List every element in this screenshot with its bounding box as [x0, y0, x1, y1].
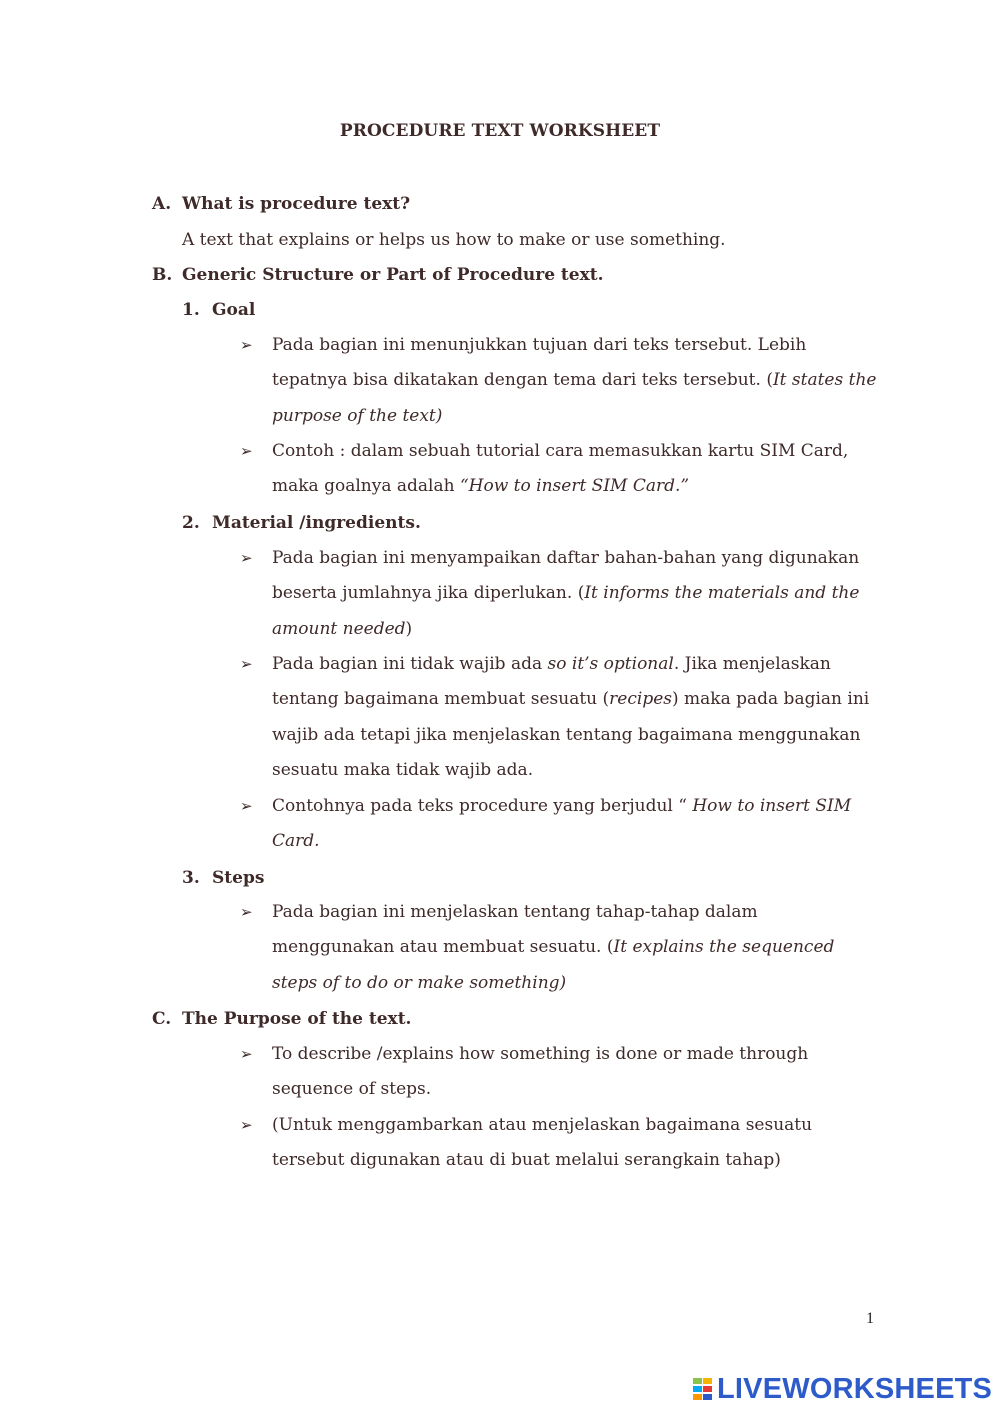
bullet-text: [272, 328, 880, 434]
arrow-bullet-icon: ➢: [240, 1045, 253, 1063]
section-c-title: The Purpose of the text.: [182, 1009, 412, 1029]
logo-blocks-icon: [693, 1378, 713, 1400]
page-number: 1: [866, 1310, 874, 1327]
arrow-bullet-icon: ➢: [240, 442, 253, 460]
purpose-bullet-1: [240, 1037, 880, 1108]
bullet-text-italic: It informs the materials and the amount needed: [272, 583, 860, 639]
arrow-bullet-icon: ➢: [240, 655, 253, 673]
bullet-text: [272, 895, 880, 1001]
bullet-text: (Untuk menggambarkan atau menjelaskan bagaimana sesuatu tersebut digunakan atau di buat melalui serangkain tahap): [272, 1115, 813, 1171]
arrow-bullet-icon: ➢: [240, 903, 253, 921]
section-a-letter: A.: [152, 194, 172, 214]
section-b-title: Generic Structure or Part of Procedure text.: [182, 265, 604, 285]
section-b-heading: [152, 263, 604, 287]
material-bullet-2: [240, 647, 880, 789]
section-a-body: A text that explains or helps us how to make or use something.: [182, 230, 726, 250]
arrow-bullet-icon: ➢: [240, 797, 253, 815]
bullet-text-plain: Pada bagian ini tidak wajib ada: [272, 654, 548, 674]
section-c-heading: [152, 1007, 411, 1031]
material-title: Material /ingredients.: [212, 513, 421, 533]
bullet-text: [272, 434, 880, 505]
arrow-bullet-icon: ➢: [240, 336, 253, 354]
bullet-text-italic: How to insert SIM Card.: [272, 796, 852, 852]
material-bullet-3: [240, 789, 880, 860]
bullet-text: To describe /explains how something is done or made through sequence of steps.: [272, 1044, 809, 1100]
bullet-text: [272, 541, 880, 647]
steps-bullet-1: [240, 895, 880, 1001]
bullet-text-plain: . Jika menjelaskan tentang bagaimana membuat sesuatu (: [272, 654, 831, 710]
bullet-text-italic: so it’s optional: [547, 654, 674, 674]
purpose-bullet-2: [240, 1108, 880, 1179]
bullet-text-plain: Pada bagian ini menjelaskan tentang tahap-tahap dalam menggunakan atau membuat sesuatu. (: [272, 902, 758, 958]
bullet-text-italic: It states the purpose of the text): [272, 370, 877, 426]
steps-number: 3.: [182, 868, 200, 888]
bullet-text-plain: ): [405, 618, 413, 639]
goal-title: Goal: [212, 300, 256, 320]
bullet-text-italic: recipes: [609, 689, 672, 710]
liveworksheets-logo: [693, 1374, 993, 1404]
bullet-text-plain: Pada bagian ini menunjukkan tujuan dari teks tersebut. Lebih tepatnya bisa dikatakan dengan tema dari teks tersebut. (: [272, 335, 807, 391]
bullet-text-plain: Pada bagian ini menyampaikan daftar bahan-bahan yang digunakan beserta jumlahnya jika diperlukan. (: [272, 548, 860, 604]
logo-text: LIVEWORKSHEETS: [717, 1373, 993, 1405]
goal-number: 1.: [182, 300, 200, 320]
bullet-text-plain: Contohnya pada teks procedure yang berjudul “: [272, 796, 693, 816]
bullet-text-italic: It explains the sequenced steps of to do or make something): [272, 937, 835, 993]
goal-bullet-2: [240, 434, 880, 505]
steps-title: Steps: [212, 868, 265, 888]
section-a-title: What is procedure text?: [182, 194, 411, 214]
bullet-text: [272, 647, 880, 789]
goal-heading: [182, 298, 255, 322]
steps-heading: [182, 866, 264, 890]
section-b-letter: B.: [152, 265, 173, 285]
bullet-text-plain: Contoh : dalam sebuah tutorial cara memasukkan kartu SIM Card, maka goalnya adalah: [272, 441, 849, 497]
bullet-text: [272, 789, 880, 860]
material-heading: [182, 511, 421, 535]
bullet-text-italic: “How to insert SIM Card.”: [459, 476, 690, 497]
bullet-text-plain: ) maka pada bagian ini wajib ada tetapi jika menjelaskan tentang bagaimana menggunakan sesuatu maka tidak wajib ada.: [272, 689, 870, 781]
section-a-heading: [152, 192, 410, 216]
goal-bullet-1: [240, 328, 880, 434]
material-bullet-1: [240, 541, 880, 647]
section-c-letter: C.: [152, 1009, 172, 1029]
arrow-bullet-icon: ➢: [240, 549, 253, 567]
material-number: 2.: [182, 513, 200, 533]
page-title: PROCEDURE TEXT WORKSHEET: [339, 121, 661, 141]
arrow-bullet-icon: ➢: [240, 1116, 253, 1134]
